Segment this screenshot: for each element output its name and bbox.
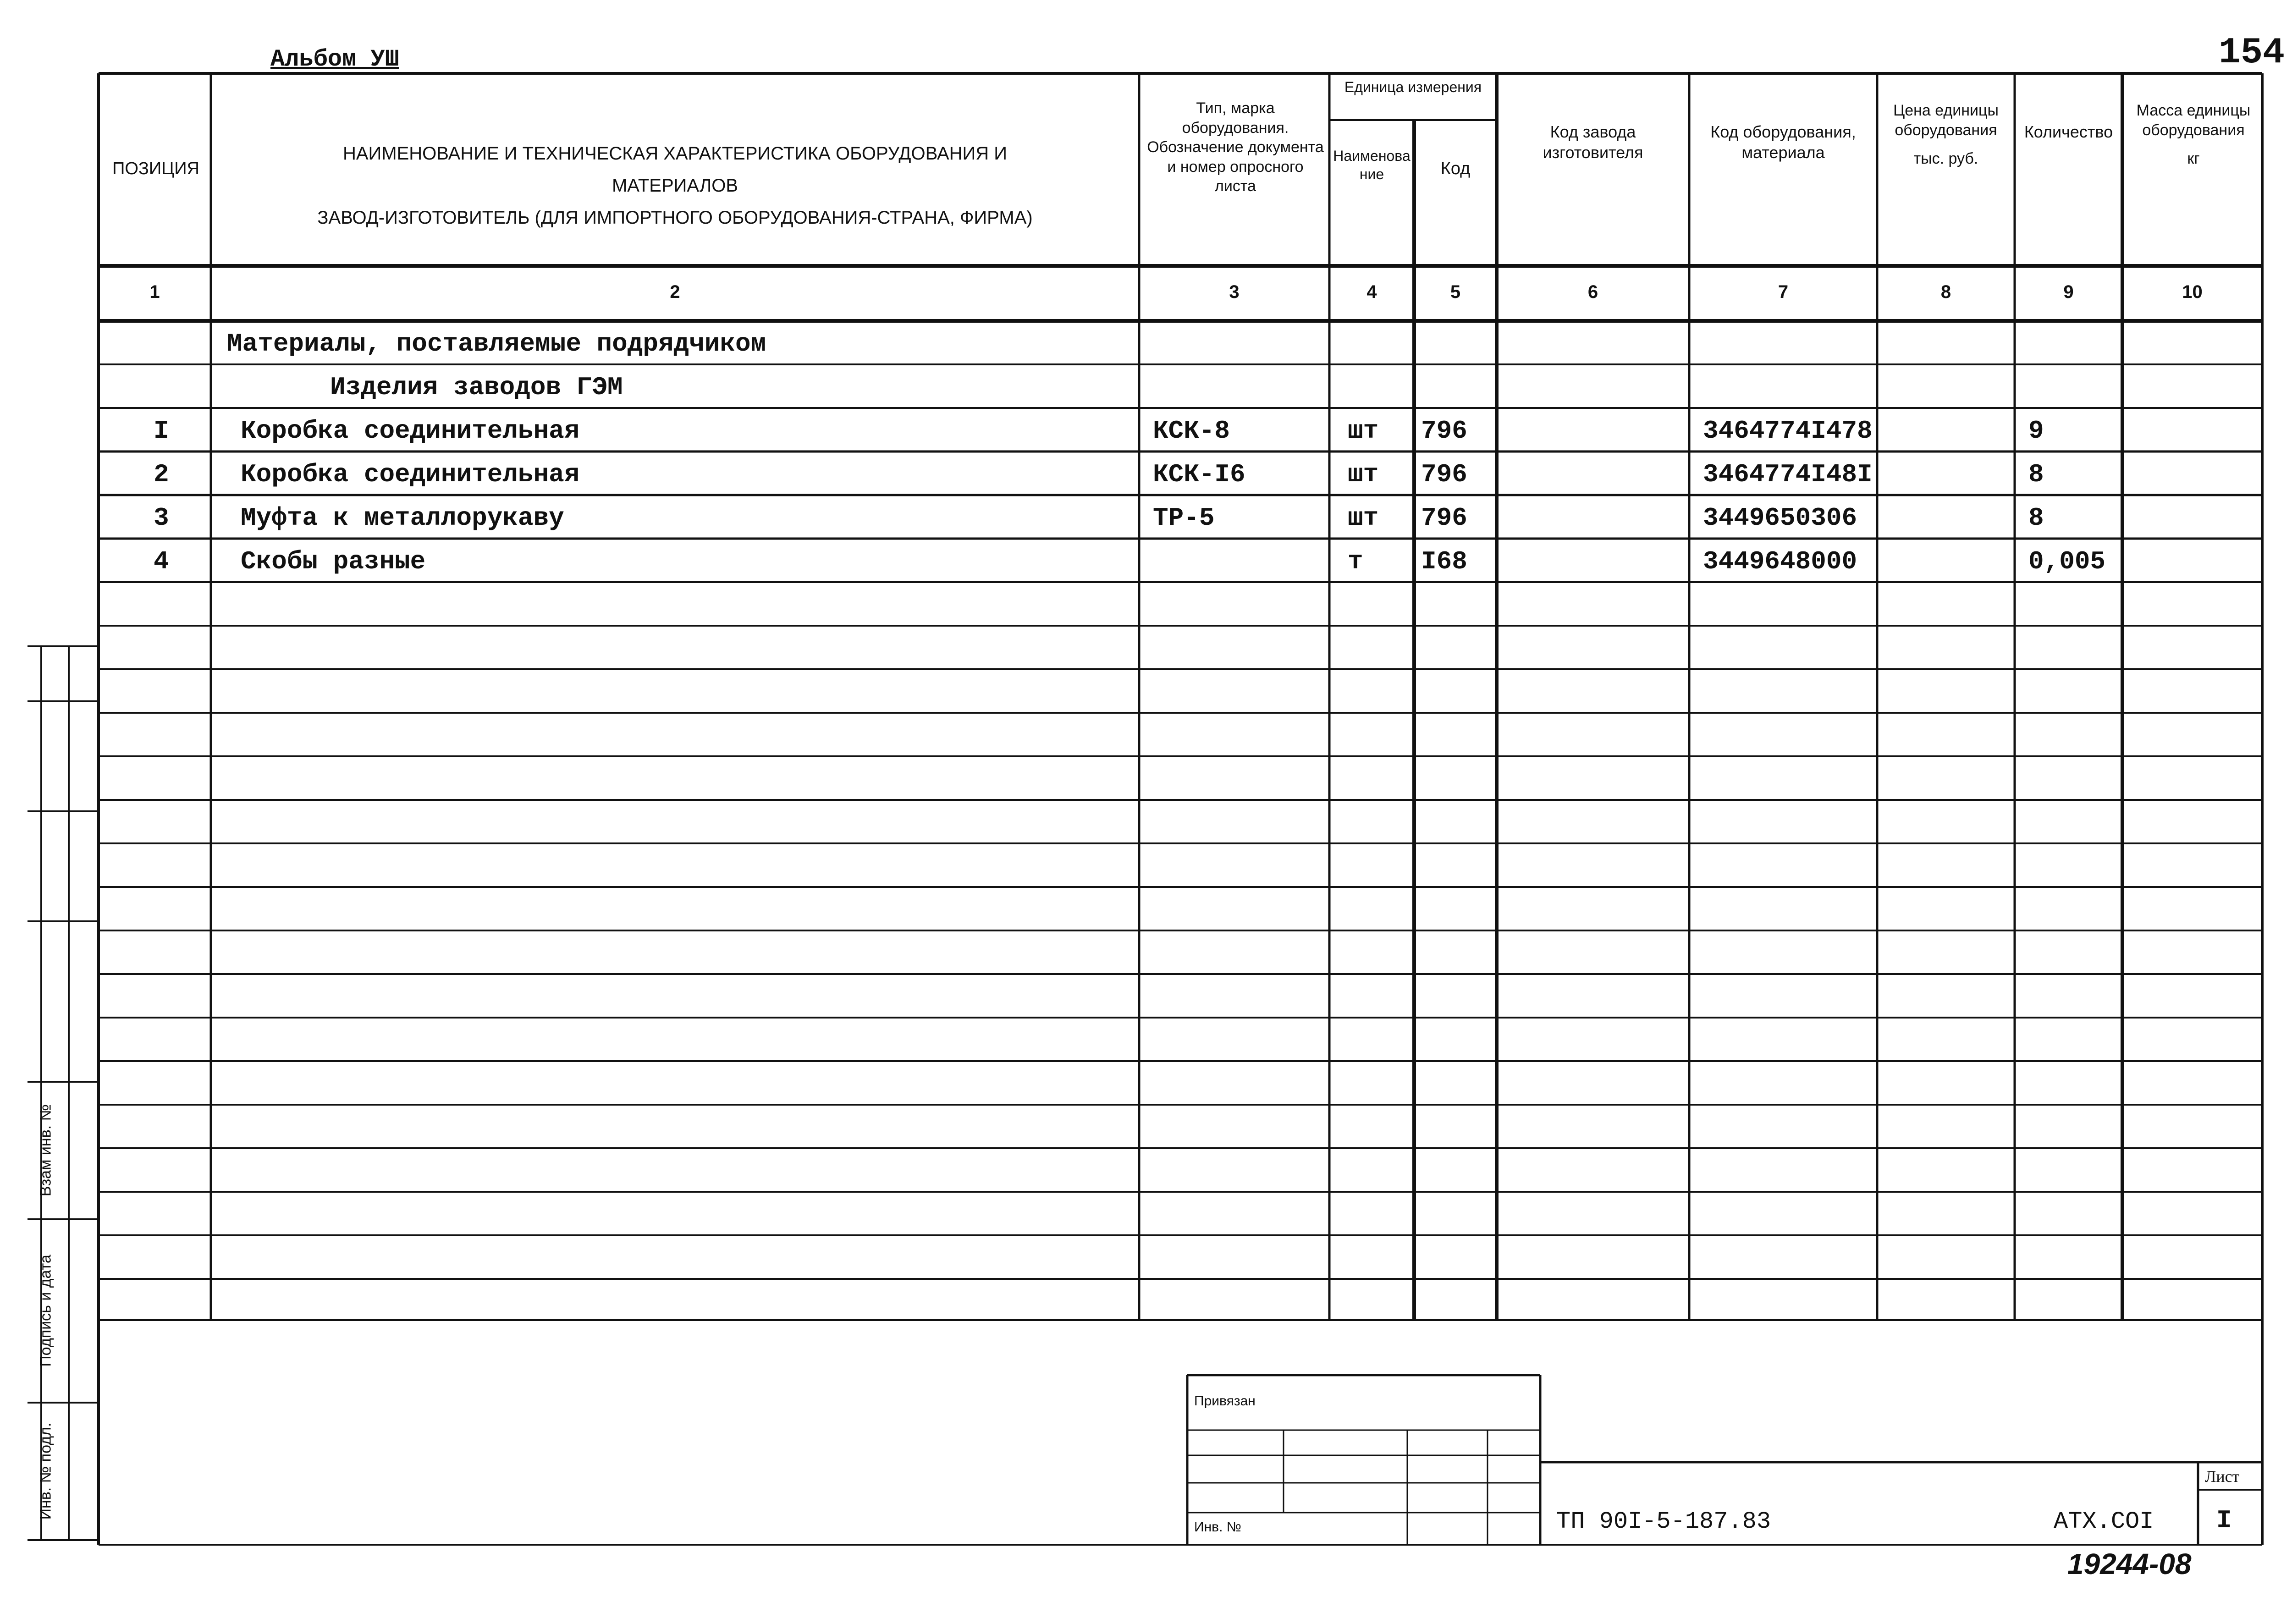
header-unit-group: Единица измерения	[1344, 79, 1482, 95]
row-3-unit-code: 796	[1421, 503, 1467, 533]
header-name-line3: ЗАВОД-ИЗГОТОВИТЕЛЬ (ДЛЯ ИМПОРТНОГО ОБОРУДОВАНИЯ-СТРАНА, ФИРМА)	[317, 208, 1033, 228]
row-3-qty: 8	[2028, 503, 2044, 533]
sheet-label: Лист	[2205, 1467, 2240, 1486]
header-type: Тип, марка оборудования. Обозначение документа и номер опросного листа	[1147, 99, 1324, 195]
sheet-number: I	[2216, 1506, 2232, 1535]
row-3-position: 3	[154, 503, 169, 533]
row-1-unit: шт	[1348, 416, 1379, 446]
column-number: 3	[1229, 282, 1240, 302]
row-1-type: КСК-8	[1153, 416, 1230, 446]
page-number: 154	[2219, 32, 2285, 74]
row-2-type: КСК-I6	[1153, 460, 1245, 489]
row-4-qty: 0,005	[2028, 547, 2106, 576]
column-number: 4	[1366, 282, 1377, 302]
header-price-unit: тыс. руб.	[1913, 150, 1978, 167]
sheet-code: АТХ.СОI	[2054, 1508, 2154, 1535]
stamp-label: Привязан	[1194, 1393, 1256, 1409]
column-number: 10	[2182, 282, 2203, 302]
header-price	[1882, 101, 2010, 169]
section-title: Материалы, поставляемые подрядчиком	[227, 329, 766, 358]
row-3-unit: шт	[1348, 503, 1379, 533]
row-2-unit: шт	[1348, 460, 1379, 489]
inv-label: Инв. №	[1194, 1519, 1241, 1535]
column-number: 8	[1940, 282, 1951, 302]
side-stamp-podpis: Подпись и дата	[37, 1255, 55, 1367]
row-3-type: ТР-5	[1153, 503, 1215, 533]
row-1-unit-code: 796	[1421, 416, 1467, 446]
row-4-item-code: 3449648000	[1703, 547, 1857, 576]
row-1-position: I	[154, 416, 169, 446]
row-4-unit-code: I68	[1421, 547, 1467, 576]
footer-number: 19244-08	[2067, 1547, 2192, 1580]
doc-number: ТП 90I-5-187.83	[1556, 1508, 1771, 1535]
row-2-item-code: 3464774I48I	[1703, 460, 1873, 489]
album-title: Альбом УШ	[270, 46, 399, 73]
column-number: 2	[670, 282, 680, 302]
header-price-text: Цена единицы оборудования	[1893, 102, 1999, 139]
header-unit-code: Код	[1440, 159, 1471, 178]
row-4-name: Скобы разные	[241, 547, 426, 576]
side-stamp-vzam-inv: Взам инв. №	[37, 1104, 55, 1197]
header-mass	[2127, 101, 2260, 169]
row-2-unit-code: 796	[1421, 460, 1467, 489]
side-stamp-inv-podl: Инв. № подл.	[37, 1422, 55, 1520]
header-name	[215, 138, 1135, 234]
row-2-position: 2	[154, 460, 169, 489]
row-1-qty: 9	[2028, 416, 2044, 446]
header-unit-name: Наименование	[1333, 148, 1410, 182]
header-qty: Количество	[2024, 122, 2113, 141]
subsection-title: Изделия заводов ГЭМ	[330, 373, 623, 402]
header-position: ПОЗИЦИЯ	[112, 159, 199, 178]
row-2-qty: 8	[2028, 460, 2044, 489]
row-4-position: 4	[154, 547, 169, 576]
row-2-name: Коробка соединительная	[241, 460, 580, 489]
row-1-item-code: 3464774I478	[1703, 416, 1873, 446]
header-name-line1: НАИМЕНОВАНИЕ И ТЕХНИЧЕСКАЯ ХАРАКТЕРИСТИКА ОБОРУДОВАНИЯ И	[342, 143, 1008, 164]
column-number: 6	[1587, 282, 1598, 302]
column-number: 7	[1778, 282, 1789, 302]
column-number: 9	[2063, 282, 2074, 302]
header-mass-unit: кг	[2187, 150, 2200, 167]
header-name-line2: МАТЕРИАЛОВ	[612, 176, 738, 196]
row-3-name: Муфта к металлорукаву	[241, 503, 564, 533]
row-4-unit: т	[1348, 547, 1363, 576]
row-1-name: Коробка соединительная	[241, 416, 580, 446]
header-item-code: Код оборудования, материала	[1710, 122, 1856, 162]
column-number: 5	[1450, 282, 1461, 302]
header-mass-text: Масса единицы оборудования	[2136, 102, 2251, 139]
row-3-item-code: 3449650306	[1703, 503, 1857, 533]
column-number: 1	[149, 282, 160, 302]
header-mfr-code: Код завода изготовителя	[1543, 122, 1643, 162]
